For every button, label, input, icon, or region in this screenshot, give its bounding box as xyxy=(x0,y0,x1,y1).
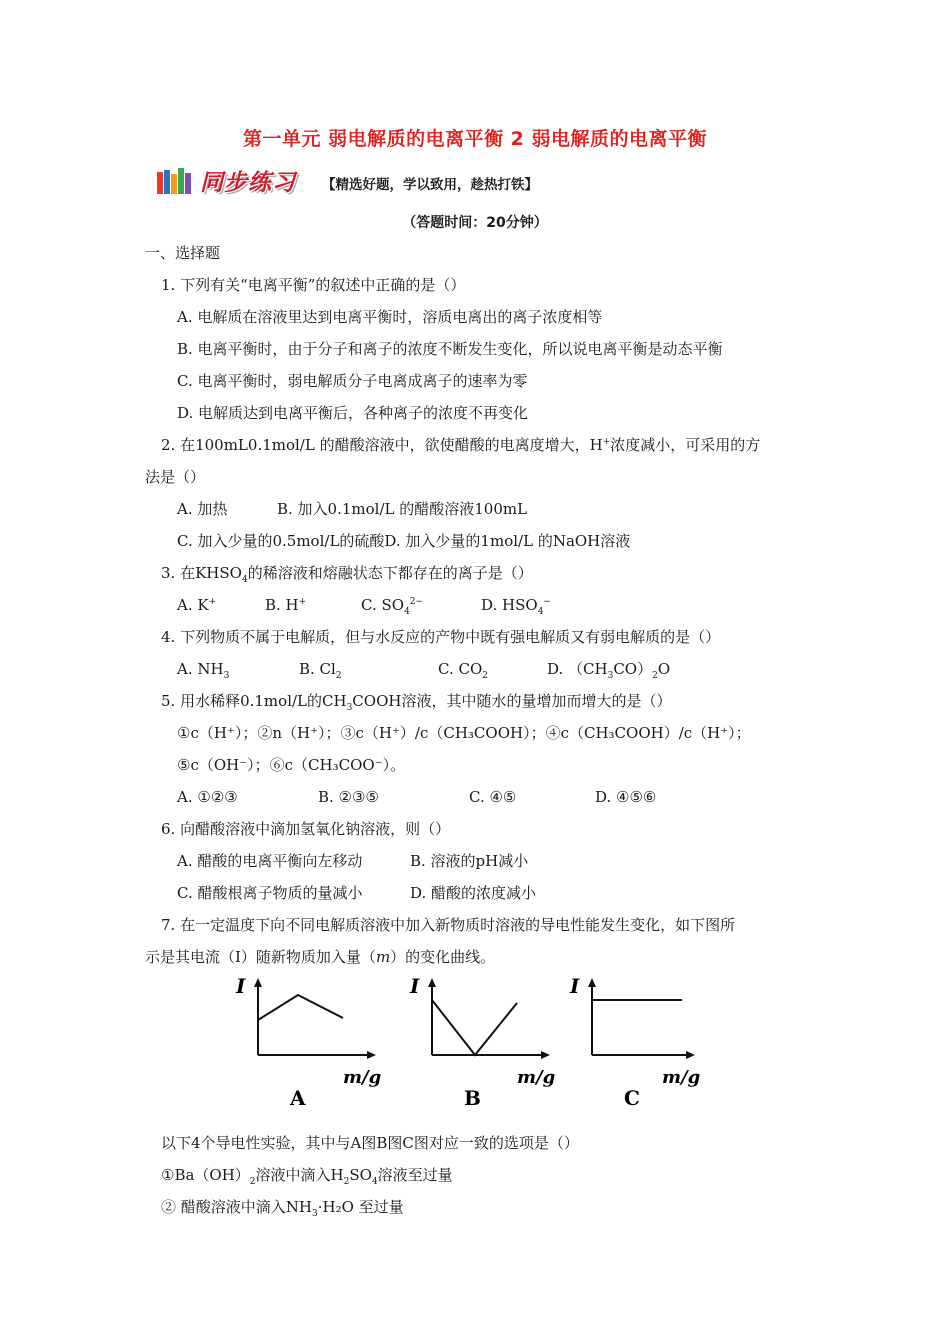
question-6-option-c: C. 醋酸根离子物质的量减小 xyxy=(177,884,363,902)
question-5-option-b: B. ②③⑤ xyxy=(318,788,379,806)
y-axis-arrow xyxy=(254,978,262,987)
chart-b xyxy=(402,975,562,1119)
x-axis-label: m/g xyxy=(662,1067,701,1088)
y-axis-label: I xyxy=(236,974,246,998)
question-2-option-d: D. 加入少量的1mol/L 的NaOH溶液 xyxy=(384,532,631,550)
question-4-option-b: B. $Cl_2$ xyxy=(299,660,342,681)
question-7-followup: 以下4个导电性实验，其中与A图B图C图对应一致的选项是（） xyxy=(161,1134,579,1152)
experiment-2: ② 醋酸溶液中滴入$NH_3\cdot H_2O$ 至过量 xyxy=(161,1198,404,1219)
panel-label: A xyxy=(290,1086,306,1110)
question-4-option-a: A. $NH_3$ xyxy=(177,660,230,681)
question-1-stem: 1. 下列有关“电离平衡”的叙述中正确的是（） xyxy=(161,276,466,294)
panel-label: C xyxy=(624,1086,640,1110)
chart-c xyxy=(562,975,722,1119)
chart-a xyxy=(228,975,388,1119)
question-6-options-ab xyxy=(177,851,528,871)
question-2-options-ab xyxy=(177,499,527,519)
question-7-stem-cont: 示是其电流（I）随新物质加入量（m）的变化曲线。 xyxy=(145,948,496,966)
series-line xyxy=(592,1000,682,1055)
question-3-option-b: B. H+ xyxy=(265,596,307,614)
question-3-stem: 3. 在$KHSO_4$的稀溶液和熔融状态下都存在的离子是（） xyxy=(161,564,533,585)
question-2-option-a: A. 加热 xyxy=(177,500,228,518)
page-title: 第一单元 弱电解质的电离平衡 2 弱电解质的电离平衡 xyxy=(242,128,708,150)
question-5-option-a: A. ①②③ xyxy=(177,788,238,806)
panel-label: B xyxy=(464,1086,481,1110)
y-axis-arrow xyxy=(428,978,436,987)
question-3-option-a: A. K+ xyxy=(177,596,217,614)
question-2-stem-cont: 法是（） xyxy=(145,468,206,486)
question-2-stem: 2. 在100mL0.1mol/L 的醋酸溶液中，欲使醋酸的电离度增大，H+浓度减小，可采用的方 xyxy=(161,436,761,454)
series-line xyxy=(258,995,343,1055)
question-3-options xyxy=(177,595,551,615)
series-line xyxy=(432,1000,517,1055)
question-1-option-a: A. 电解质在溶液里达到电离平衡时，溶质电离出的离子浓度相等 xyxy=(177,308,603,326)
time-note: （答题时间：20分钟） xyxy=(402,215,548,231)
question-3-option-d: D. $HSO_4^-$ xyxy=(481,596,551,617)
question-2-option-c: C. 加入少量的0.5mol/L的硫酸 xyxy=(177,532,385,550)
x-axis-arrow xyxy=(541,1051,550,1059)
x-axis-arrow xyxy=(367,1051,376,1059)
question-6-stem: 6. 向醋酸溶液中滴加氢氧化钠溶液，则（） xyxy=(161,820,451,838)
question-1-option-d: D. 电解质达到电离平衡后，各种离子的浓度不再变化 xyxy=(177,404,529,422)
question-1-option-c: C. 电离平衡时，弱电解质分子电离成离子的速率为零 xyxy=(177,372,528,390)
banner-word: 同步练习 xyxy=(200,170,296,196)
y-axis-arrow xyxy=(588,978,596,987)
question-5-stem: 5. 用水稀释0.1mol/L的$CH_3COOH$溶液，其中随水的量增加而增大的是（） xyxy=(161,692,672,713)
question-5-items-2: ⑤c（OH⁻）；⑥c（CH₃COO⁻）。 xyxy=(177,756,406,774)
y-axis-label: I xyxy=(570,974,580,998)
question-5-option-d: D. ④⑤⑥ xyxy=(595,788,657,806)
question-4-stem: 4. 下列物质不属于电解质，但与水反应的产物中既有强电解质又有弱电解质的是（） xyxy=(161,628,721,646)
question-6-option-b: B. 溶液的pH减小 xyxy=(410,852,529,870)
section-heading: 一、选择题 xyxy=(145,244,221,262)
x-axis-label: m/g xyxy=(343,1067,382,1088)
question-5-option-c: C. ④⑤ xyxy=(469,788,517,806)
y-axis-label: I xyxy=(410,974,420,998)
question-6-options-cd xyxy=(177,883,536,903)
books-icon xyxy=(156,168,192,194)
question-2-option-b: B. 加入0.1mol/L 的醋酸溶液100mL xyxy=(277,500,528,518)
question-1-option-b: B. 电离平衡时，由于分子和离子的浓度不断发生变化，所以说电离平衡是动态平衡 xyxy=(177,340,723,358)
question-5-items-1: ①c（H⁺）；②n（H⁺）；③c（H⁺）/c（CH₃COOH）；④c（CH₃COOH）/c（H⁺）； xyxy=(177,724,751,742)
question-4-options xyxy=(177,659,670,679)
x-axis-arrow xyxy=(686,1051,695,1059)
question-5-options xyxy=(177,787,656,807)
experiment-1: $①Ba(OH)_2$溶液中滴入$H_2SO_4$溶液至过量 xyxy=(161,1166,453,1187)
question-4-option-d: D. $(CH_3CO)_2O$ xyxy=(547,660,671,681)
banner-tagline: 【精选好题，学以致用，趁热打铁】 xyxy=(322,177,538,193)
question-4-option-c: C. $CO_2$ xyxy=(438,660,488,681)
question-6-option-d: D. 醋酸的浓度减小 xyxy=(410,884,537,902)
question-3-option-c: C. $SO_4^{2-}$ xyxy=(361,596,424,617)
question-6-option-a: A. 醋酸的电离平衡向左移动 xyxy=(177,852,363,870)
question-2-options-cd xyxy=(177,531,630,551)
x-axis-label: m/g xyxy=(517,1067,556,1088)
question-7-stem: 7. 在一定温度下向不同电解质溶液中加入新物质时溶液的导电性能发生变化，如下图所 xyxy=(161,916,736,934)
